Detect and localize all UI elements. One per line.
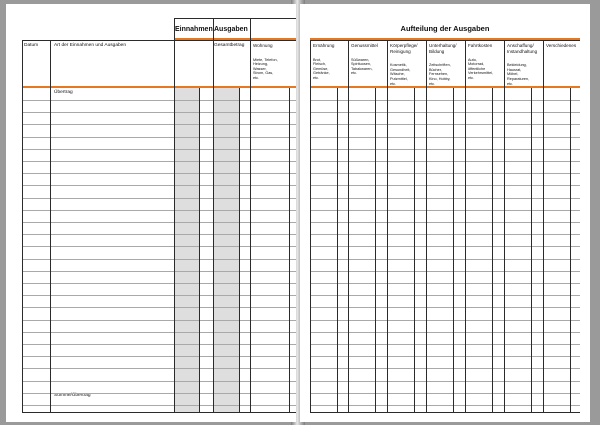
row-rule xyxy=(310,222,580,223)
column-divider xyxy=(213,18,214,412)
row-rule xyxy=(22,210,296,211)
cents-divider xyxy=(531,88,532,412)
row-rule xyxy=(310,320,580,321)
row-rule xyxy=(22,320,296,321)
description-column-header: Art der Einnahmen und Ausgaben xyxy=(54,43,127,48)
cents-divider xyxy=(414,88,415,412)
allocation-title: Aufteilung der Ausgaben xyxy=(400,24,490,33)
row-rule xyxy=(310,307,580,308)
row-rule xyxy=(310,234,580,235)
row-rule xyxy=(22,246,296,247)
category-examples: Brot, Fleisch, Gemüse, Getränke, etc. xyxy=(313,57,330,80)
category-examples: Bekleidung, Hausrat, Möbel, Reparaturen, etc. xyxy=(507,63,530,86)
row-rule xyxy=(310,149,580,150)
row-rule xyxy=(22,234,296,235)
carry-over-label: Übertrag xyxy=(54,90,73,95)
column-divider xyxy=(250,18,251,412)
row-rule xyxy=(310,185,580,186)
column-divider xyxy=(543,40,544,412)
row-rule xyxy=(22,259,296,260)
cents-divider xyxy=(492,88,493,412)
row-rule xyxy=(22,198,296,199)
row-rule xyxy=(310,137,580,138)
row-rule xyxy=(22,332,296,333)
row-rule xyxy=(310,271,580,272)
header-orange-rule xyxy=(310,86,580,88)
category-header xyxy=(507,43,543,86)
income-header: Einnahmen xyxy=(175,26,213,33)
row-rule xyxy=(310,259,580,260)
housing-examples: Miete, Telefon, Heizung, Wasser, Strom, Gas, etc. xyxy=(253,57,278,80)
column-divider xyxy=(199,88,200,412)
row-rule xyxy=(22,173,296,174)
row-rule xyxy=(22,295,296,296)
row-rule xyxy=(310,295,580,296)
header-top-rule xyxy=(174,18,296,19)
row-rule xyxy=(310,100,580,101)
row-rule xyxy=(310,112,580,113)
row-rule xyxy=(310,356,580,357)
category-label: Ernährung xyxy=(313,43,335,48)
category-header xyxy=(468,43,504,81)
row-rule xyxy=(310,368,580,369)
row-rule xyxy=(22,161,296,162)
bottom-rule xyxy=(310,412,580,413)
row-rule xyxy=(310,210,580,211)
column-divider xyxy=(310,40,311,412)
category-label: Fahrtkosten xyxy=(468,43,493,48)
row-rule xyxy=(22,137,296,138)
column-divider xyxy=(289,88,290,412)
row-rule xyxy=(22,271,296,272)
category-label: Anschaffung/ Instandhaltung xyxy=(507,43,538,54)
cents-divider xyxy=(375,88,376,412)
date-column-header: Datum xyxy=(24,43,39,48)
row-rule xyxy=(310,124,580,125)
category-examples: Süßwaren, Spirituosen, Tabakwaren, etc. xyxy=(351,57,373,76)
category-examples: Auto, Motorrad, öffentliche Verkehrsmittel, etc. xyxy=(468,57,494,80)
row-rule xyxy=(22,368,296,369)
row-rule xyxy=(22,149,296,150)
row-rule xyxy=(310,283,580,284)
sum-carry-label: Summe/Übertrag xyxy=(54,393,91,398)
category-header xyxy=(546,43,582,58)
category-label: Körperpflege/ Reinigung xyxy=(390,43,418,54)
column-divider xyxy=(426,40,427,412)
header-divider xyxy=(310,40,580,41)
column-divider xyxy=(239,88,240,412)
row-rule xyxy=(22,124,296,125)
row-rule xyxy=(22,393,296,394)
row-rule xyxy=(22,100,296,101)
row-rule xyxy=(310,198,580,199)
column-divider xyxy=(348,40,349,412)
left-page xyxy=(6,4,296,422)
row-rule xyxy=(22,344,296,345)
row-rule xyxy=(310,332,580,333)
row-rule xyxy=(22,185,296,186)
row-rule xyxy=(310,405,580,406)
row-rule xyxy=(22,307,296,308)
cents-divider xyxy=(453,88,454,412)
column-divider xyxy=(504,40,505,412)
row-rule xyxy=(22,381,296,382)
category-examples: Kosmetik, Gesundheit, Wäsche, Putzmittel, etc. xyxy=(390,63,411,86)
header-orange-rule xyxy=(22,86,296,88)
category-label: Verschiedenes xyxy=(546,43,577,48)
column-divider xyxy=(174,18,175,412)
category-header xyxy=(351,43,387,76)
housing-column-header xyxy=(253,43,293,81)
category-label: Unterhaltung/ Bildung xyxy=(429,43,457,54)
row-rule xyxy=(310,393,580,394)
housing-label: Wohnung xyxy=(253,43,273,48)
row-rule xyxy=(310,381,580,382)
row-rule xyxy=(310,344,580,345)
row-rule xyxy=(310,246,580,247)
column-divider xyxy=(50,40,51,412)
category-header xyxy=(429,43,465,86)
column-divider xyxy=(465,40,466,412)
category-header xyxy=(390,43,426,86)
row-rule xyxy=(22,112,296,113)
row-rule xyxy=(22,222,296,223)
row-rule xyxy=(22,283,296,284)
row-rule xyxy=(22,356,296,357)
cents-divider xyxy=(570,88,571,412)
right-page xyxy=(300,4,590,422)
header-divider xyxy=(22,40,296,41)
row-rule xyxy=(22,405,296,406)
column-divider xyxy=(387,40,388,412)
row-rule xyxy=(310,173,580,174)
category-header xyxy=(313,43,349,81)
total-column-header: Gesamtbetrag xyxy=(214,43,245,48)
cents-divider xyxy=(337,88,338,412)
category-examples: Zeitschriften, Bücher, Fernsehen, Kino, Hobby, etc. xyxy=(429,63,451,86)
category-label: Genussmittel xyxy=(351,43,378,48)
column-divider xyxy=(22,40,23,412)
bottom-rule xyxy=(22,412,296,413)
expenses-header: Ausgaben xyxy=(214,26,248,33)
row-rule xyxy=(310,161,580,162)
